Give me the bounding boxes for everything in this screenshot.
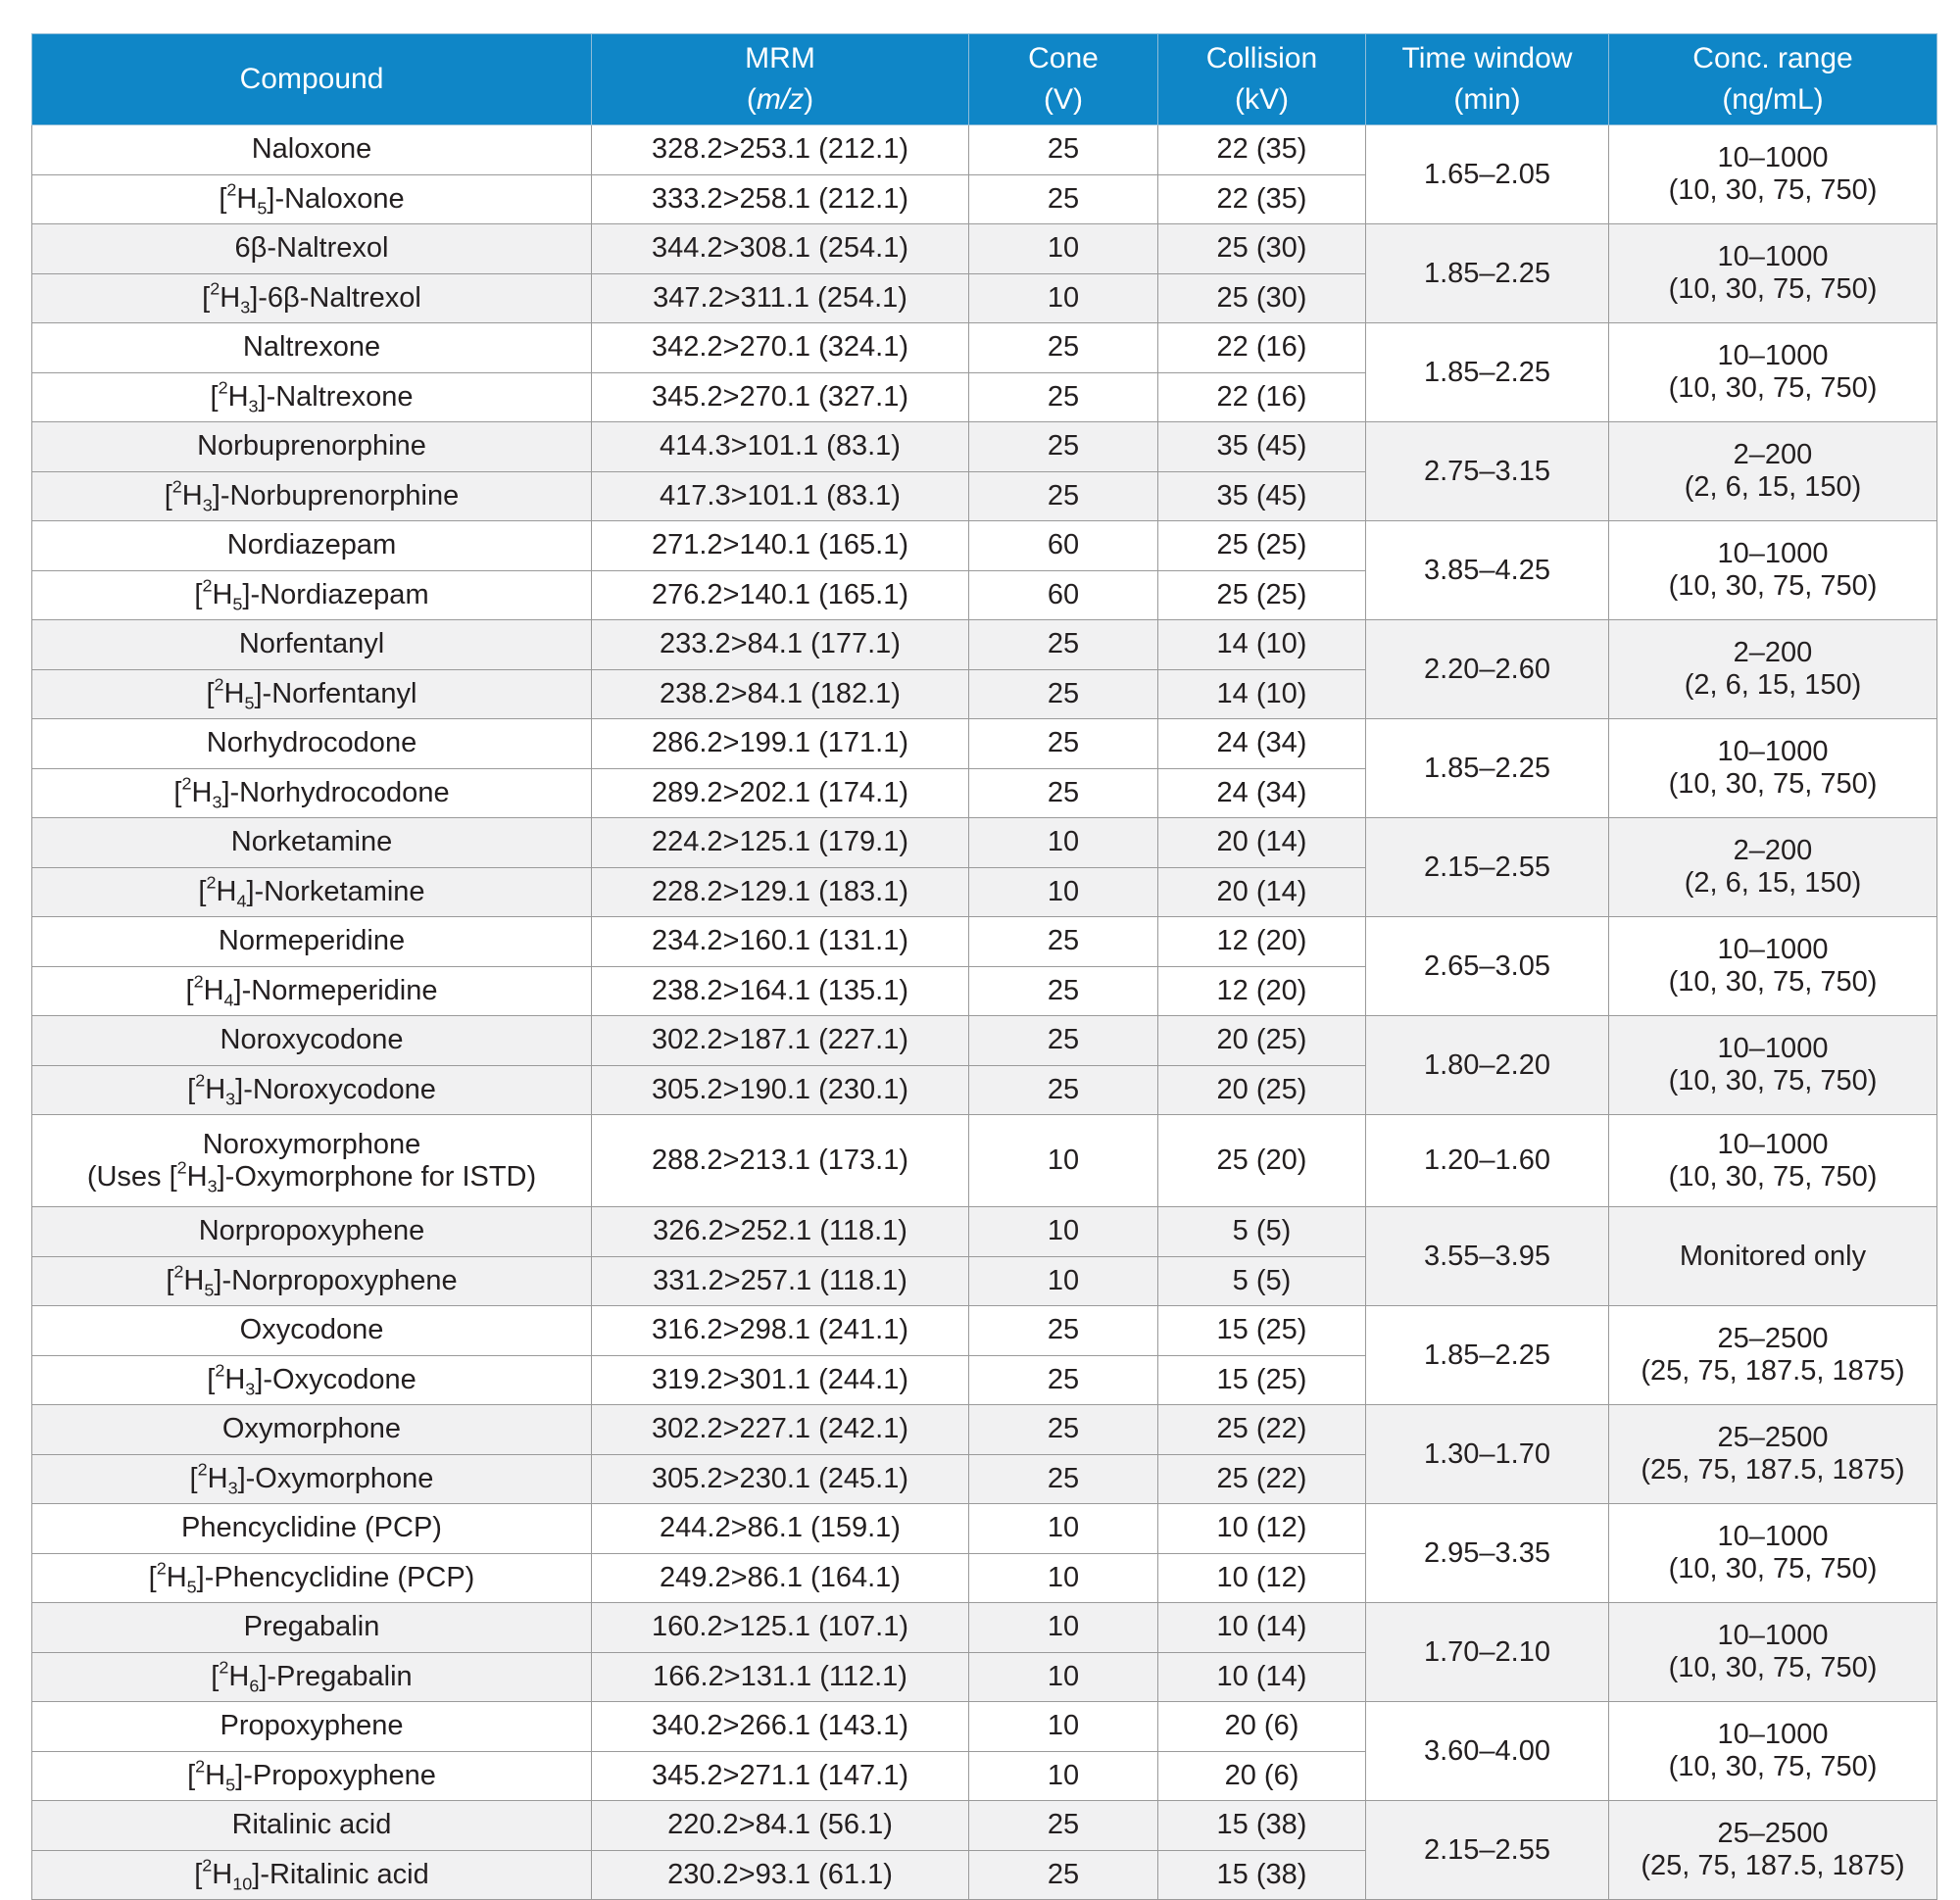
header-time-window: Time window (min) [1366,34,1609,125]
cone-cell: 10 [969,1207,1158,1257]
conc-range-cell [1609,917,1937,1016]
collision-cell: 25 (22) [1158,1454,1366,1504]
header-collision: Collision (kV) [1158,34,1366,125]
compound-name: -Phencyclidine (PCP) [204,1561,475,1593]
cone-cell: 10 [969,1652,1158,1702]
cone-cell: 10 [969,1553,1158,1603]
time-window-cell: 3.60–4.00 [1366,1702,1609,1801]
conc-range-cell [1609,1603,1937,1702]
collision-cell: 25 (25) [1158,521,1366,571]
conc-range: 25–2500 [1717,1323,1829,1354]
isotope-count: 5 [244,693,255,713]
mrm-cell: 233.2>84.1 (177.1) [592,620,969,670]
table-row [32,818,1937,868]
collision-cell: 22 (16) [1158,372,1366,422]
compound-name: -Naltrexone [266,380,414,413]
mrm-cell: 305.2>230.1 (245.1) [592,1454,969,1504]
conc-range: 10–1000 [1717,736,1829,767]
compound-name: -Ritalinic acid [260,1858,429,1890]
table-body [32,125,1937,1900]
collision-cell: 15 (38) [1158,1801,1366,1851]
mrm-parameters-table [31,33,1937,1900]
calibrator-levels: (10, 30, 75, 750) [1668,1160,1878,1193]
header-row [32,34,1937,125]
compound-name: -Pregabalin [267,1660,413,1692]
collision-cell: 35 (45) [1158,471,1366,521]
collision-cell: 15 (25) [1158,1306,1366,1356]
compound-name: Noroxycodone [220,1024,404,1056]
compound-cell: $[^2H_5]$-Phencyclidine (PCP) [32,1553,592,1603]
mrm-cell: 230.2>93.1 (61.1) [592,1850,969,1900]
compound-name: -Oxymorphone [245,1462,434,1494]
compound-cell [32,224,592,274]
mrm-cell: 302.2>187.1 (227.1) [592,1016,969,1066]
table-row [32,323,1937,373]
collision-cell: 20 (25) [1158,1016,1366,1066]
mrm-cell: 238.2>84.1 (182.1) [592,669,969,719]
compound-name: Norketamine [230,826,393,858]
table-row [32,1306,1937,1356]
table-row [32,1016,1937,1066]
table-row [32,620,1937,670]
conc-range: 10–1000 [1717,1620,1829,1651]
collision-cell: 22 (16) [1158,323,1366,373]
calibrator-levels: (10, 30, 75, 750) [1668,1652,1878,1683]
time-window-cell: 3.55–3.95 [1366,1207,1609,1306]
compound-cell: $[^2H_3]$-Oxymorphone [32,1454,592,1504]
conc-range: Monitored only [1679,1240,1867,1272]
table-row [32,1405,1937,1455]
compound-name: Norhydrocodone [206,727,417,759]
collision-cell: 25 (30) [1158,224,1366,274]
compound-cell: $[^2H_3]$-Noroxycodone [32,1065,592,1115]
conc-range-cell [1609,125,1937,224]
conc-range-cell [1609,1504,1937,1603]
collision-cell: 12 (20) [1158,966,1366,1016]
conc-range: 10–1000 [1717,1521,1829,1552]
compound-cell: $[^2H_5]$-Norfentanyl [32,669,592,719]
compound-name: -Norhydrocodone [229,776,450,808]
cone-cell: 25 [969,1801,1158,1851]
isotope-count: 4 [223,990,234,1010]
mrm-cell: 347.2>311.1 (254.1) [592,273,969,323]
compound-name: Naltrexone [242,331,381,364]
cone-cell: 25 [969,917,1158,967]
calibrator-levels: (10, 30, 75, 750) [1668,966,1878,998]
cone-cell: 10 [969,818,1158,868]
conc-range: 2–200 [1733,439,1813,470]
mrm-cell: 224.2>125.1 (179.1) [592,818,969,868]
compound-cell: $[^2H_5]$-Naloxone [32,174,592,224]
compound-cell [32,1405,592,1455]
collision-cell: 20 (25) [1158,1065,1366,1115]
isotope-count: 5 [257,198,268,219]
collision-cell: 35 (45) [1158,422,1366,472]
table-row [32,125,1937,175]
compound-name: -Norketamine [254,875,425,907]
compound-name: Phencyclidine (PCP) [181,1512,442,1544]
compound-cell: $[^2H_6]$-Pregabalin [32,1652,592,1702]
cone-cell: 25 [969,1405,1158,1455]
conc-range-cell [1609,620,1937,719]
isotope-count: 3 [248,396,259,416]
mrm-cell: 286.2>199.1 (171.1) [592,719,969,769]
calibrator-levels: (10, 30, 75, 750) [1668,1751,1878,1782]
mrm-cell: 342.2>270.1 (324.1) [592,323,969,373]
isotope-count: 5 [225,1775,236,1795]
compound-cell [32,323,592,373]
cone-cell: 25 [969,768,1158,818]
cone-cell: 10 [969,867,1158,917]
compound-name: Oxymorphone [221,1413,402,1445]
table-row [32,422,1937,472]
collision-cell: 10 (14) [1158,1652,1366,1702]
cone-cell: 10 [969,1603,1158,1653]
table-row [32,1801,1937,1851]
time-window-cell: 3.85–4.25 [1366,521,1609,620]
table-row [32,521,1937,571]
compound-cell: $[^2H_3]$-Norbuprenorphine [32,471,592,521]
compound-name: -Normeperidine [241,974,438,1006]
isotope-count: 4 [236,891,247,911]
cone-cell: 25 [969,174,1158,224]
compound-name: Nordiazepam [226,529,397,561]
mrm-cell: 345.2>271.1 (147.1) [592,1751,969,1801]
header-mrm-unit: (m/z) [746,83,814,116]
mrm-cell: 417.3>101.1 (83.1) [592,471,969,521]
calibrator-levels: (25, 75, 187.5, 1875) [1641,1454,1905,1486]
compound-name: Propoxyphene [220,1710,404,1742]
conc-range-cell [1609,1207,1937,1306]
cone-cell: 25 [969,1850,1158,1900]
isotope-count: 3 [227,1478,238,1498]
collision-cell: 15 (38) [1158,1850,1366,1900]
cone-cell: 10 [969,1702,1158,1752]
calibrator-levels: (10, 30, 75, 750) [1668,372,1878,404]
time-window-cell: 2.95–3.35 [1366,1504,1609,1603]
compound-cell [32,1207,592,1257]
conc-range-cell [1609,521,1937,620]
compound-cell: $[^2H_3]$-Naltrexone [32,372,592,422]
header-conc-range: Conc. range (ng/mL) [1609,34,1937,125]
mrm-cell: 220.2>84.1 (56.1) [592,1801,969,1851]
cone-cell: 10 [969,1115,1158,1207]
time-window-cell: 2.15–2.55 [1366,818,1609,917]
mrm-cell: 276.2>140.1 (165.1) [592,570,969,620]
cone-cell: 25 [969,1065,1158,1115]
compound-cell: $[^2H_3]-6\beta$-Naltrexol [32,273,592,323]
calibrator-levels: (10, 30, 75, 750) [1668,1553,1878,1584]
collision-cell: 22 (35) [1158,174,1366,224]
mrm-cell: 271.2>140.1 (165.1) [592,521,969,571]
cone-cell: 25 [969,966,1158,1016]
cone-cell: 10 [969,1504,1158,1554]
time-window-cell: 1.30–1.70 [1366,1405,1609,1504]
table-row [32,1603,1937,1653]
conc-range-cell [1609,1405,1937,1504]
conc-range: 10–1000 [1717,340,1829,371]
cone-cell: 25 [969,669,1158,719]
collision-cell: 14 (10) [1158,669,1366,719]
time-window-cell: 1.65–2.05 [1366,125,1609,224]
compound-cell: $[^2H_5]$-Norpropoxyphene [32,1256,592,1306]
compound-cell: $[^2H_{10}]$-Ritalinic acid [32,1850,592,1900]
mrm-cell: 244.2>86.1 (159.1) [592,1504,969,1554]
cone-cell: 25 [969,422,1158,472]
table-row [32,1207,1937,1257]
compound-name: -Propoxyphene [243,1759,436,1791]
collision-cell: 10 (12) [1158,1504,1366,1554]
time-window-cell: 1.85–2.25 [1366,1306,1609,1405]
cone-cell: 10 [969,273,1158,323]
mrm-cell: 344.2>308.1 (254.1) [592,224,969,274]
cone-cell: 60 [969,521,1158,571]
compound-name: -Noroxycodone [243,1073,436,1105]
collision-cell: 25 (30) [1158,273,1366,323]
mrm-cell: 289.2>202.1 (174.1) [592,768,969,818]
collision-cell: 25 (20) [1158,1115,1366,1207]
isotope-count: 6 [249,1676,260,1696]
mrm-cell: 333.2>258.1 (212.1) [592,174,969,224]
compound-cell: $[^2H_4]$-Normeperidine [32,966,592,1016]
collision-cell: 20 (14) [1158,867,1366,917]
mrm-cell: 302.2>227.1 (242.1) [592,1405,969,1455]
isotope-count: 3 [240,297,251,317]
mrm-cell: 319.2>301.1 (244.1) [592,1355,969,1405]
isotope-count: 3 [225,1089,236,1109]
compound-name: -Norpropoxyphene [221,1264,458,1296]
table-row [32,917,1937,967]
calibrator-levels: (10, 30, 75, 750) [1668,570,1878,602]
collision-cell: 10 (14) [1158,1603,1366,1653]
compound-name: Norbuprenorphine [197,430,426,463]
conc-range-cell [1609,323,1937,422]
compound-name: Oxycodone [239,1314,384,1346]
conc-range-cell [1609,818,1937,917]
calibrator-levels: (10, 30, 75, 750) [1668,273,1878,305]
isotope-count: 5 [232,594,243,614]
compound-cell [32,917,592,967]
cone-cell: 25 [969,372,1158,422]
collision-cell: 20 (6) [1158,1702,1366,1752]
conc-range: 10–1000 [1717,241,1829,272]
mrm-cell: 228.2>129.1 (183.1) [592,867,969,917]
conc-range: 2–200 [1733,835,1813,866]
compound-name: Naloxone [251,133,372,166]
mrm-cell: 340.2>266.1 (143.1) [592,1702,969,1752]
time-window-cell: 1.80–2.20 [1366,1016,1609,1115]
time-window-cell: 1.70–2.10 [1366,1603,1609,1702]
collision-cell: 5 (5) [1158,1256,1366,1306]
conc-range-cell [1609,224,1937,323]
compound-cell [32,1115,592,1207]
mrm-cell: 238.2>164.1 (135.1) [592,966,969,1016]
compound-cell: $[^2H_3]$-Oxycodone [32,1355,592,1405]
collision-cell: 14 (10) [1158,620,1366,670]
compound-name: -Norfentanyl [262,677,417,709]
collision-cell: 15 (25) [1158,1355,1366,1405]
time-window-cell: 1.85–2.25 [1366,323,1609,422]
calibrator-levels: (25, 75, 187.5, 1875) [1641,1850,1905,1881]
mrm-cell: 316.2>298.1 (241.1) [592,1306,969,1356]
mrm-cell: 288.2>213.1 (173.1) [592,1115,969,1207]
calibrator-levels: (2, 6, 15, 150) [1684,867,1862,899]
conc-range: 25–2500 [1717,1818,1829,1849]
collision-cell: 24 (34) [1158,719,1366,769]
compound-name: Noroxymorphone [202,1128,421,1160]
compound-cell: $[^2H_5]$-Propoxyphene [32,1751,592,1801]
conc-range: 10–1000 [1717,934,1829,965]
mrm-cell: 331.2>257.1 (118.1) [592,1256,969,1306]
compound-cell: $[^2H_4]$-Norketamine [32,867,592,917]
compound-cell: $[^2H_5]$-Nordiazepam [32,570,592,620]
mrm-table-container [31,33,1936,1900]
isotope-count: 3 [245,1379,256,1399]
compound-cell [32,422,592,472]
cone-cell: 10 [969,1256,1158,1306]
table-row [32,719,1937,769]
compound-name: Normeperidine [218,925,406,957]
calibrator-levels: (2, 6, 15, 150) [1684,471,1862,503]
compound-cell [32,818,592,868]
mrm-cell: 249.2>86.1 (164.1) [592,1553,969,1603]
compound-name: Pregabalin [243,1611,380,1643]
compound-name: -6β-Naltrexol [258,281,421,314]
isotope-count: 10 [232,1874,253,1894]
cone-cell: 25 [969,620,1158,670]
compound-name: -Norbuprenorphine [220,479,460,512]
collision-cell: 25 (25) [1158,570,1366,620]
cone-cell: 10 [969,224,1158,274]
mrm-cell: 166.2>131.1 (112.1) [592,1652,969,1702]
compound-cell [32,719,592,769]
mrm-cell: 414.3>101.1 (83.1) [592,422,969,472]
collision-cell: 5 (5) [1158,1207,1366,1257]
isotope-count: 3 [212,792,222,812]
cone-cell: 25 [969,1454,1158,1504]
collision-cell: 25 (22) [1158,1405,1366,1455]
table-header [32,34,1937,125]
mrm-cell: 328.2>253.1 (212.1) [592,125,969,175]
conc-range: 10–1000 [1717,538,1829,569]
mrm-cell: 326.2>252.1 (118.1) [592,1207,969,1257]
isotope-count: 3 [202,495,213,515]
conc-range: 10–1000 [1717,1033,1829,1064]
collision-cell: 12 (20) [1158,917,1366,967]
mrm-cell: 234.2>160.1 (131.1) [592,917,969,967]
compound-cell [32,1801,592,1851]
conc-range: 10–1000 [1717,142,1829,173]
isotope-count: 5 [186,1577,197,1597]
calibrator-levels: (10, 30, 75, 750) [1668,174,1878,206]
compound-name: Norpropoxyphene [198,1215,425,1247]
conc-range-cell [1609,1016,1937,1115]
compound-cell [32,125,592,175]
conc-range-cell [1609,1801,1937,1900]
collision-cell: 22 (35) [1158,125,1366,175]
cone-cell: 25 [969,471,1158,521]
mrm-cell: 305.2>190.1 (230.1) [592,1065,969,1115]
cone-cell: 25 [969,1355,1158,1405]
collision-cell: 24 (34) [1158,768,1366,818]
time-window-cell: 1.20–1.60 [1366,1115,1609,1207]
cone-cell: 25 [969,1016,1158,1066]
compound-name: 6β-Naltrexol [234,232,389,265]
isotope-count: 5 [204,1280,215,1300]
compound-cell [32,1306,592,1356]
time-window-cell: 2.15–2.55 [1366,1801,1609,1900]
time-window-cell: 2.65–3.05 [1366,917,1609,1016]
compound-name: -Nordiazepam [250,578,429,610]
cone-cell: 25 [969,719,1158,769]
compound-cell [32,1702,592,1752]
conc-range-cell [1609,1306,1937,1405]
conc-range: 25–2500 [1717,1422,1829,1453]
time-window-cell: 2.75–3.15 [1366,422,1609,521]
cone-cell: 25 [969,125,1158,175]
conc-range-cell [1609,1702,1937,1801]
compound-name: Norfentanyl [238,628,385,660]
conc-range-cell [1609,1115,1937,1207]
cone-cell: 60 [969,570,1158,620]
collision-cell: 10 (12) [1158,1553,1366,1603]
header-compound: Compound [32,34,592,125]
time-window-cell: 1.85–2.25 [1366,719,1609,818]
mrm-cell: 160.2>125.1 (107.1) [592,1603,969,1653]
time-window-cell: 1.85–2.25 [1366,224,1609,323]
conc-range: 10–1000 [1717,1128,1829,1160]
table-row [32,224,1937,274]
compound-cell: $[^2H_3]$-Norhydrocodone [32,768,592,818]
collision-cell: 20 (14) [1158,818,1366,868]
compound-cell [32,620,592,670]
conc-range: 2–200 [1733,637,1813,668]
compound-cell [32,1603,592,1653]
calibrator-levels: (10, 30, 75, 750) [1668,768,1878,800]
collision-cell: 20 (6) [1158,1751,1366,1801]
conc-range: 10–1000 [1717,1719,1829,1750]
table-row [32,1115,1937,1207]
calibrator-levels: (2, 6, 15, 150) [1684,669,1862,701]
compound-cell [32,521,592,571]
header-mrm: MRM (m/z) [592,34,969,125]
compound-cell [32,1016,592,1066]
mrm-cell: 345.2>270.1 (327.1) [592,372,969,422]
conc-range-cell [1609,719,1937,818]
compound-name: Ritalinic acid [231,1809,392,1841]
compound-note: (Uses $[^2H_3]$-Oxymorphone for ISTD) [86,1156,537,1195]
header-cone: Cone (V) [969,34,1158,125]
compound-name: -Oxycodone [263,1363,416,1395]
compound-name: -Naloxone [274,182,405,215]
cone-cell: 25 [969,323,1158,373]
time-window-cell: 2.20–2.60 [1366,620,1609,719]
table-row [32,1702,1937,1752]
table-row [32,1504,1937,1554]
compound-cell [32,1504,592,1554]
cone-cell: 25 [969,1306,1158,1356]
calibrator-levels: (10, 30, 75, 750) [1668,1065,1878,1096]
conc-range-cell [1609,422,1937,521]
cone-cell: 10 [969,1751,1158,1801]
calibrator-levels: (25, 75, 187.5, 1875) [1641,1355,1905,1387]
